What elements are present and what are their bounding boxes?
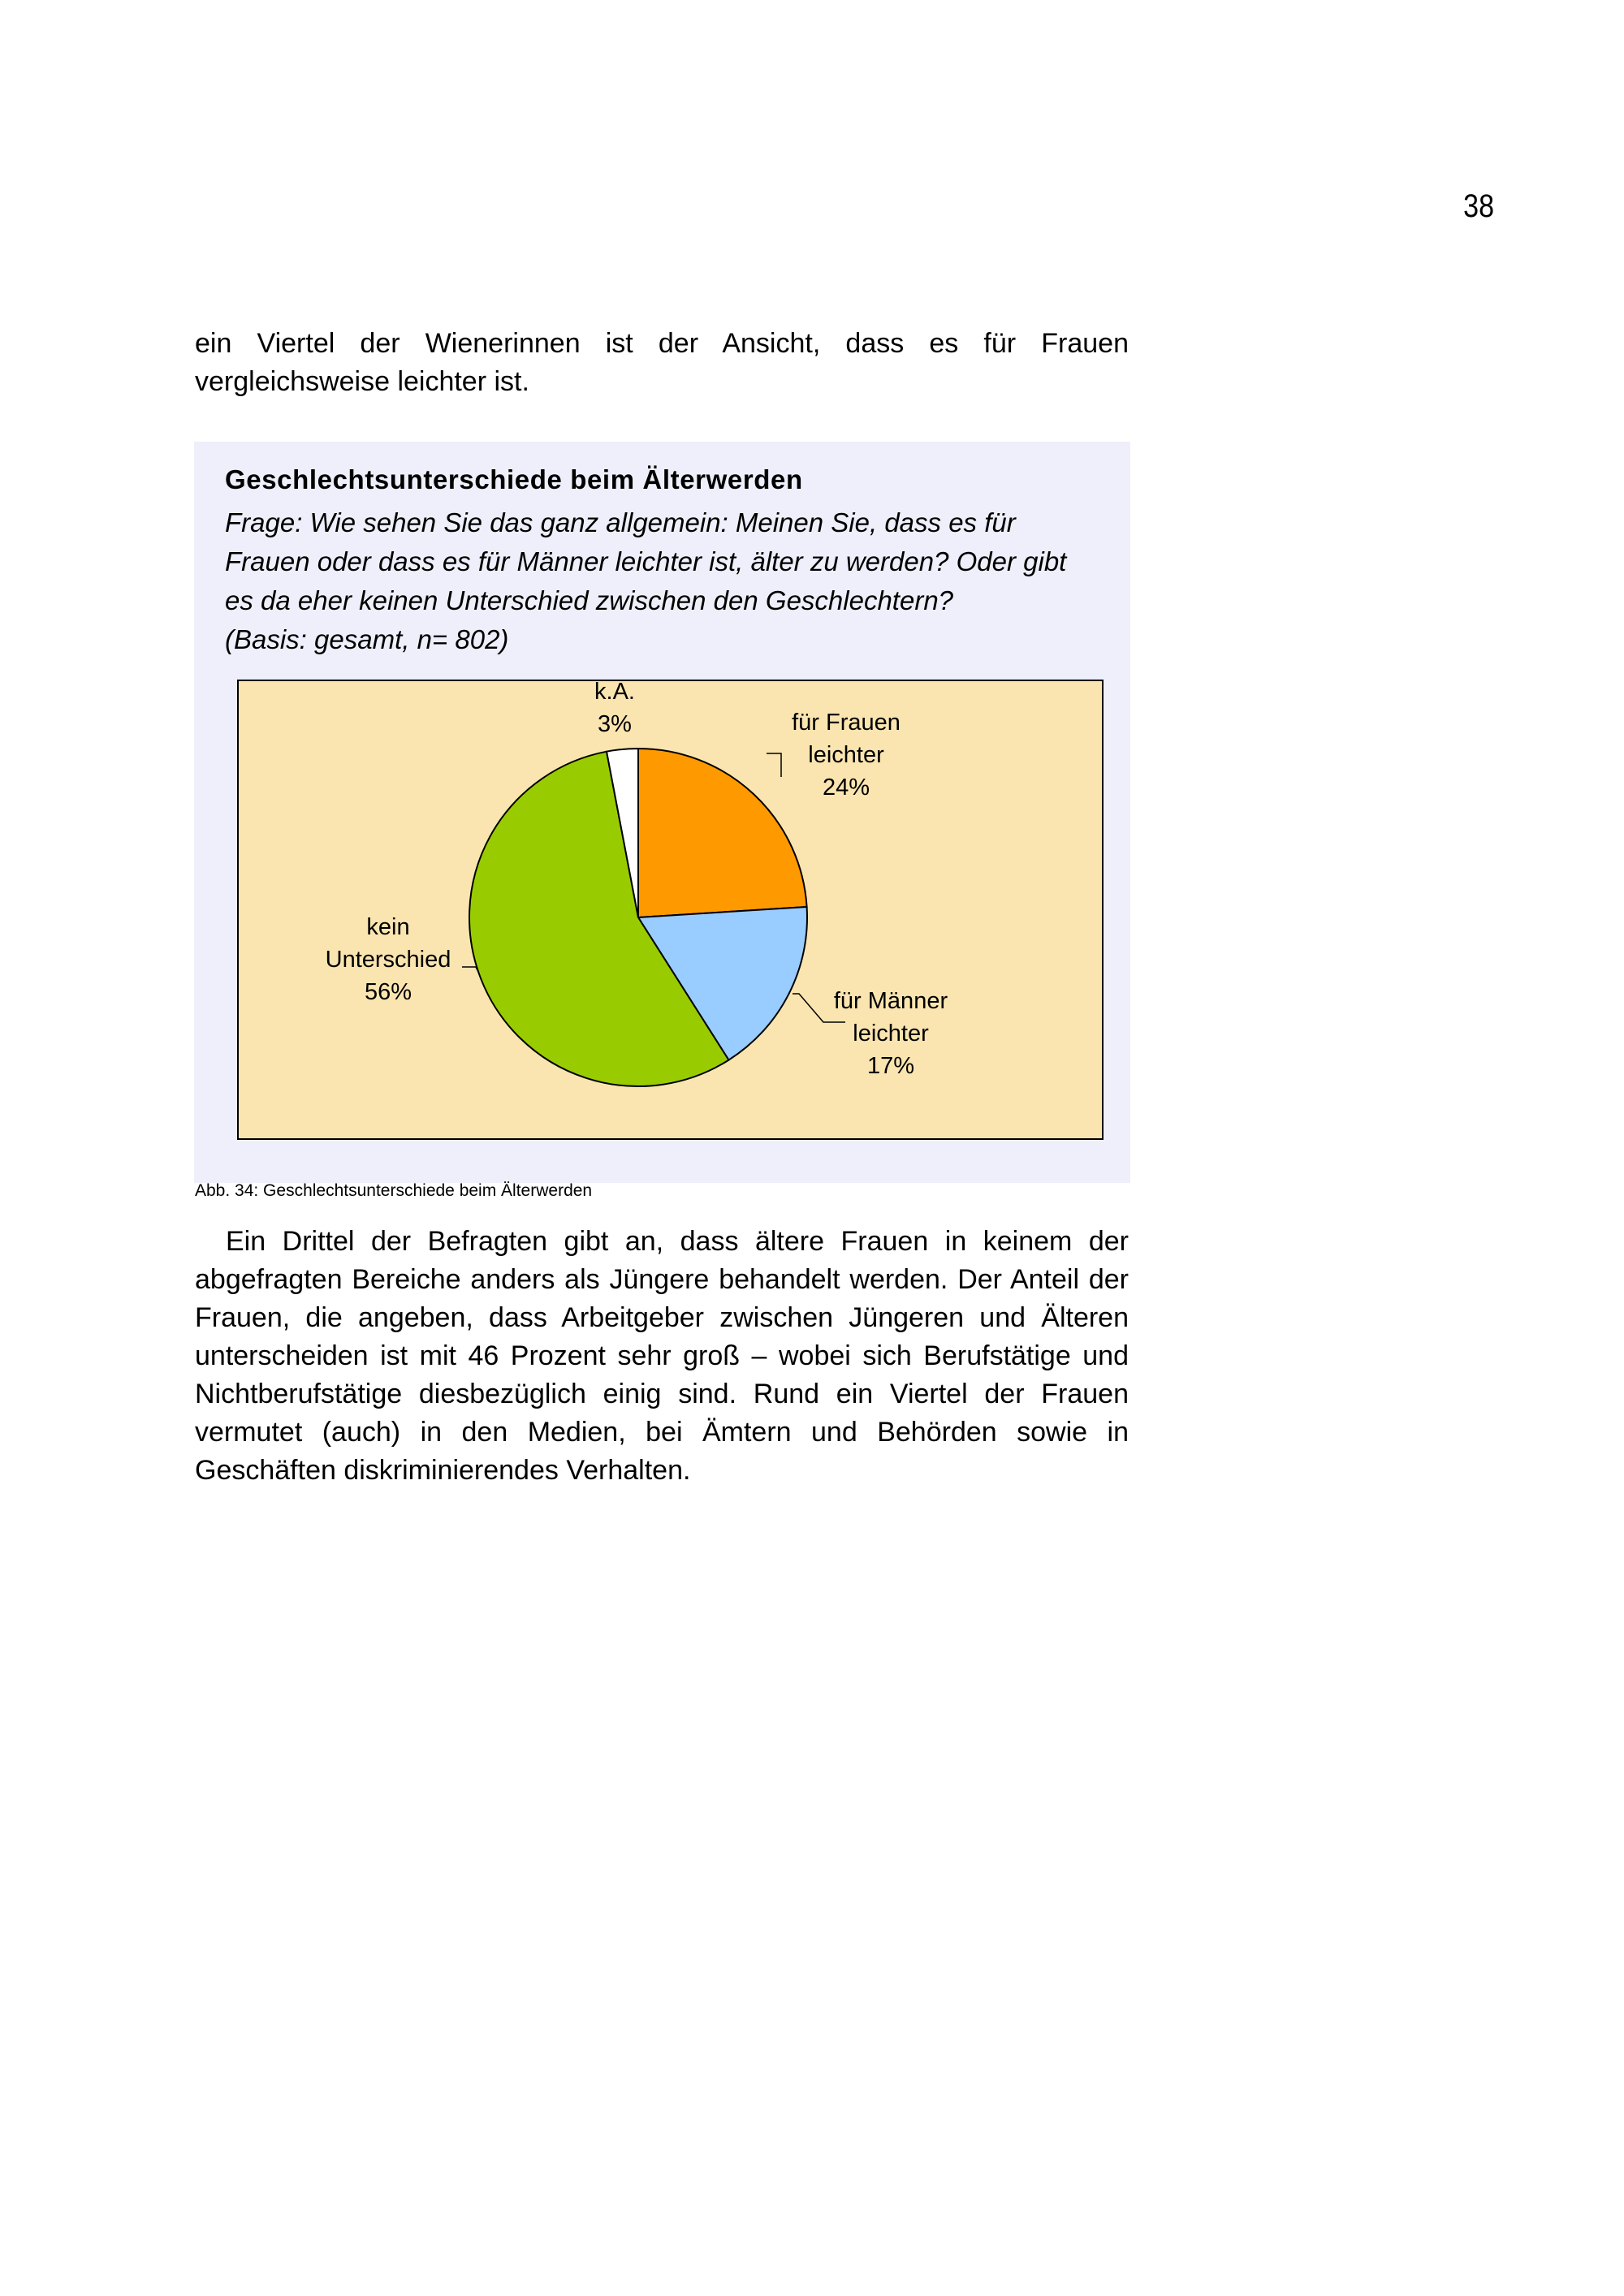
pie-value-label: 24% bbox=[822, 775, 870, 801]
pie-value-label: 17% bbox=[866, 1053, 915, 1079]
pie-chart bbox=[239, 681, 1102, 1138]
pie-leader-line bbox=[767, 753, 781, 777]
page-number: 38 bbox=[1463, 188, 1494, 224]
figure-box bbox=[194, 442, 1130, 1183]
pie-category-label: für Männer bbox=[833, 988, 948, 1014]
pie-category-label: k.A. bbox=[594, 681, 635, 705]
intro-paragraph: ein Viertel der Wienerinnen ist der Ansicht, dass es für Frauen vergleichsweise leichter ist. bbox=[195, 328, 1129, 397]
pie-leader-line bbox=[462, 967, 479, 973]
pie-category-label: leichter bbox=[853, 1021, 929, 1047]
figure-basis: (Basis: gesamt, n= 802) bbox=[225, 624, 509, 654]
pie-chart-area bbox=[237, 680, 1104, 1140]
pie-category-label: für Frauen bbox=[792, 710, 901, 736]
figure-caption: Abb. 34: Geschlechtsunterschiede beim Älterwerden bbox=[195, 1181, 593, 1200]
pie-category-label: leichter bbox=[808, 742, 884, 768]
figure-question: Frage: Wie sehen Sie das ganz allgemein: Meinen Sie, dass es für Frauen oder dass es für Männer leichter ist, älter zu werden? Oder gibt es da eher keinen Unterschied zwischen den Geschlechtern? bbox=[225, 507, 1067, 615]
figure-title: Geschlechtsunterschiede beim Älterwerden bbox=[225, 464, 803, 494]
pie-category-label: kein bbox=[366, 914, 410, 940]
pie-category-label: Unterschied bbox=[325, 947, 451, 973]
pie-value-label: 56% bbox=[364, 979, 412, 1005]
pie-value-label: 3% bbox=[598, 711, 632, 737]
body-paragraph: Ein Drittel der Befragten gibt an, dass ältere Frauen in keinem der abgefragten Bereiche anders als Jüngere behandelt werden. Der Anteil der Frauen, die angeben, dass Arbeitgeber zwischen Jüngeren und Älteren unterscheiden ist mit 46 Prozent sehr groß – wobei sich Berufstätige und Nichtberufstätige diesbezüglich einig sind. Rund ein Viertel der Frauen vermutet (auch) in den Medien, bei Ämtern und Behörden sowie in Geschäften diskriminierendes Verhalten. bbox=[195, 1226, 1129, 1486]
